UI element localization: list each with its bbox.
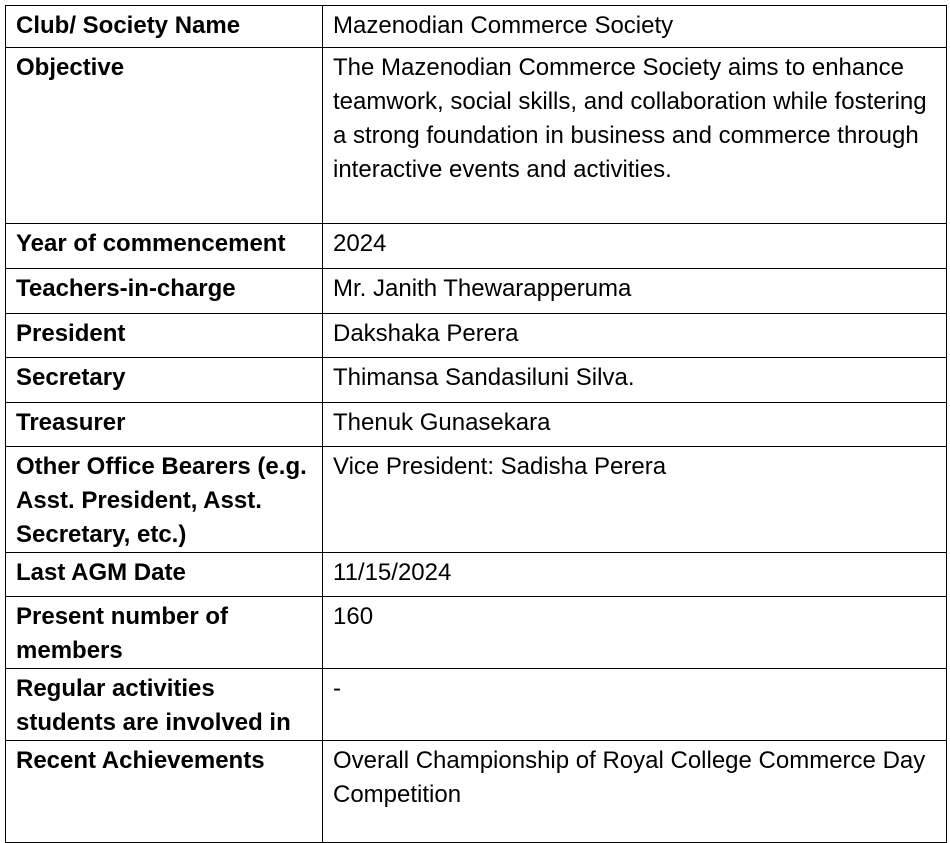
table-row [6,403,947,447]
row-label: President [6,314,323,358]
table-row [6,553,947,597]
table-row [6,669,947,741]
table-row [6,224,947,269]
row-label: Year of commencement [6,224,323,269]
row-label: Club/ Society Name [6,6,323,48]
row-value: Thenuk Gunasekara [323,403,947,447]
row-label: Objective [6,48,323,224]
table-row [6,741,947,843]
row-label: Secretary [6,358,323,403]
row-label: Recent Achievements [6,741,323,843]
table-row [6,447,947,553]
table-row [6,6,947,48]
row-label: Present number of members [6,597,323,669]
row-value: The Mazenodian Commerce Society aims to enhance teamwork, social skills, and collaboration while fostering a strong foundation in business and commerce through interactive events and activities. [323,48,947,224]
table-row [6,314,947,358]
table-row [6,269,947,314]
row-value: - [323,669,947,741]
row-value: 160 [323,597,947,669]
table-row [6,597,947,669]
row-value: Dakshaka Perera [323,314,947,358]
club-info-table [5,5,947,843]
row-value: Overall Championship of Royal College Commerce Day Competition [323,741,947,843]
row-label: Other Office Bearers (e.g. Asst. President, Asst. Secretary, etc.) [6,447,323,553]
table-row [6,48,947,224]
row-value: 2024 [323,224,947,269]
row-label: Teachers-in-charge [6,269,323,314]
row-value: Thimansa Sandasiluni Silva. [323,358,947,403]
row-label: Last AGM Date [6,553,323,597]
row-label: Regular activities students are involved in [6,669,323,741]
row-value: Mazenodian Commerce Society [323,6,947,48]
row-value: Mr. Janith Thewarapperuma [323,269,947,314]
row-value: Vice President: Sadisha Perera [323,447,947,553]
row-value: 11/15/2024 [323,553,947,597]
row-label: Treasurer [6,403,323,447]
table-row [6,358,947,403]
